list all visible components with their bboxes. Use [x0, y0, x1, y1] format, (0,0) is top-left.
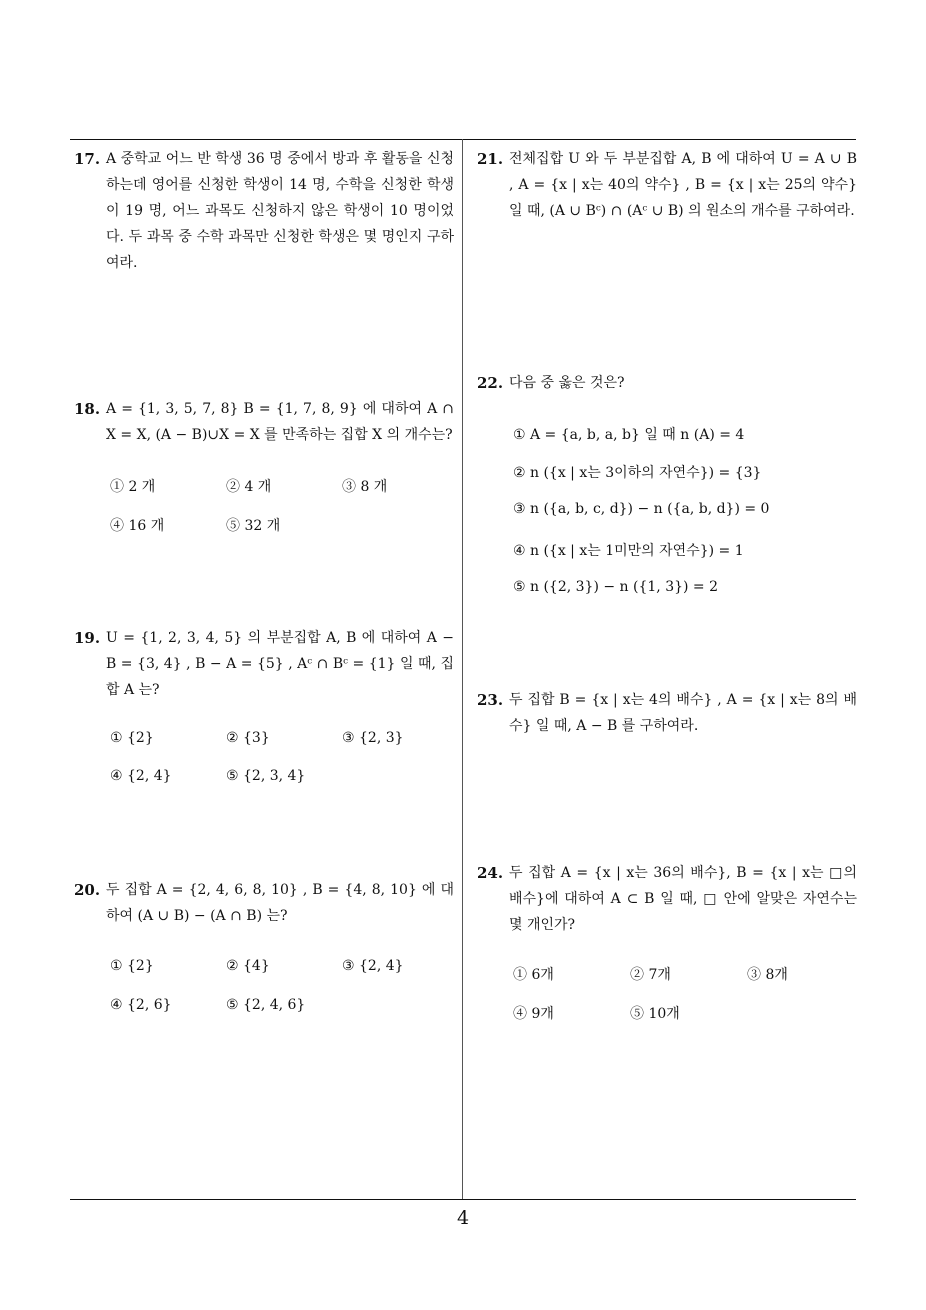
problem-text: A = {1, 3, 5, 7, 8} B = {1, 7, 8, 9} 에 대하여 A ∩ X = X, (A − B)∪X = X 를 만족하는 집합 X 의 개수는?	[106, 401, 454, 443]
choice-4[interactable]: ④ {2, 4}	[110, 768, 172, 784]
problem-text: 두 집합 A = {2, 4, 6, 8, 10} , B = {4, 8, 10} 에 대하여 (A ∪ B) − (A ∩ B) 는?	[106, 882, 454, 924]
page-number: 4	[456, 1207, 470, 1229]
problem-text: 두 집합 B = {x | x는 4의 배수} , A = {x | x는 8의 배수} 일 때, A − B 를 구하여라.	[509, 692, 857, 734]
problem-22	[477, 370, 857, 396]
choice-3[interactable]: ③ {2, 3}	[342, 730, 404, 746]
choice-5[interactable]: ⑤ 10개	[630, 1006, 680, 1022]
choice-4[interactable]: ④ {2, 6}	[110, 997, 172, 1013]
choice-3[interactable]: ③ n ({a, b, c, d}) − n ({a, b, d}) = 0	[513, 501, 770, 517]
problem-23	[477, 687, 857, 739]
choice-2[interactable]: ② n ({x | x는 3이하의 자연수}) = {3}	[513, 465, 762, 481]
problem-17	[74, 146, 454, 276]
problem-number: 19.	[74, 629, 101, 647]
choice-1[interactable]: ① {2}	[110, 958, 154, 974]
problem-number: 17.	[74, 150, 101, 168]
problem-24	[477, 860, 857, 938]
choice-3[interactable]: ③ 8개	[747, 967, 788, 983]
choice-3[interactable]: ③ {2, 4}	[342, 958, 404, 974]
choice-1[interactable]: ① {2}	[110, 730, 154, 746]
problem-text: U = {1, 2, 3, 4, 5} 의 부분집합 A, B 에 대하여 A − B = {3, 4} , B − A = {5} , Aᶜ ∩ Bᶜ = {1} 일 때, 집합 A 는?	[106, 630, 454, 698]
problem-18	[74, 396, 454, 448]
choice-2[interactable]: ② {3}	[226, 730, 270, 746]
problem-20	[74, 877, 454, 929]
column-divider	[462, 139, 463, 1200]
problem-21	[477, 146, 857, 224]
choice-1[interactable]: ① 2 개	[110, 479, 156, 495]
problem-number: 24.	[477, 864, 504, 882]
problem-number: 20.	[74, 881, 101, 899]
problem-19	[74, 625, 454, 703]
top-rule	[70, 139, 856, 140]
problem-number: 18.	[74, 400, 101, 418]
choice-4[interactable]: ④ 16 개	[110, 518, 165, 534]
choice-4[interactable]: ④ 9개	[513, 1006, 554, 1022]
problem-text: A 중학교 어느 반 학생 36 명 중에서 방과 후 활동을 신청하는데 영어를 신청한 학생이 14 명, 수학을 신청한 학생이 19 명, 어느 과목도 신청하지 않은 학생이 10 명이었다. 두 과목 중 수학 과목만 신청한 학생은 몇 명인지 구하여라.	[106, 151, 454, 271]
choice-2[interactable]: ② 7개	[630, 967, 671, 983]
problem-text: 전체집합 U 와 두 부분집합 A, B 에 대하여 U = A ∪ B , A = {x | x는 40의 약수} , B = {x | x는 25의 약수} 일 때, (A ∪ Bᶜ) ∩ (Aᶜ ∪ B) 의 원소의 개수를 구하여라.	[509, 151, 857, 219]
choice-5[interactable]: ⑤ 32 개	[226, 518, 281, 534]
problem-text: 두 집합 A = {x | x는 36의 배수}, B = {x | x는 □의 배수}에 대하여 A ⊂ B 일 때, □ 안에 알맞은 자연수는 몇 개인가?	[509, 865, 857, 933]
choice-5[interactable]: ⑤ n ({2, 3}) − n ({1, 3}) = 2	[513, 579, 719, 595]
problem-number: 21.	[477, 150, 504, 168]
choice-3[interactable]: ③ 8 개	[342, 479, 388, 495]
bottom-rule	[70, 1199, 856, 1200]
problem-number: 23.	[477, 691, 504, 709]
choice-2[interactable]: ② 4 개	[226, 479, 272, 495]
choice-5[interactable]: ⑤ {2, 3, 4}	[226, 768, 306, 784]
choice-4[interactable]: ④ n ({x | x는 1미만의 자연수}) = 1	[513, 543, 744, 559]
choice-5[interactable]: ⑤ {2, 4, 6}	[226, 997, 306, 1013]
problem-number: 22.	[477, 374, 504, 392]
choice-1[interactable]: ① A = {a, b, a, b} 일 때 n (A) = 4	[513, 427, 745, 443]
choice-1[interactable]: ① 6개	[513, 967, 554, 983]
choice-2[interactable]: ② {4}	[226, 958, 270, 974]
problem-text: 다음 중 옳은 것은?	[509, 375, 625, 391]
